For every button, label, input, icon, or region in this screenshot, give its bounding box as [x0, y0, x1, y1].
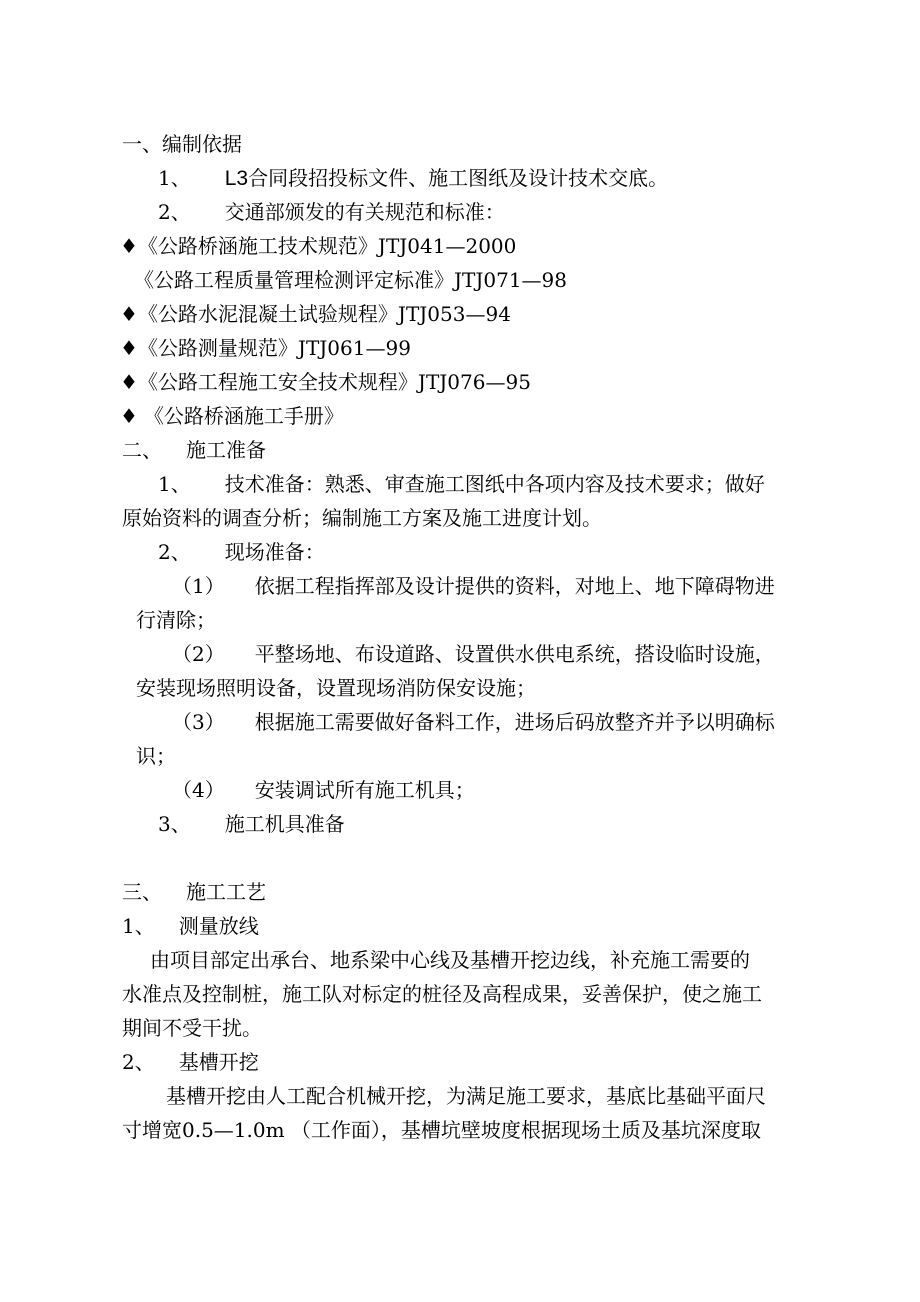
standard-text: 《公路测量规范》JTJ061—99 — [137, 336, 411, 360]
standard-item — [120, 234, 516, 258]
diamond-bullet-icon: ♦ — [120, 370, 138, 394]
tech-prep-line-1: 1、 技术准备：熟悉、审查施工图纸中各项内容及技术要求；做好 — [158, 472, 765, 496]
tech-prep-line-2: 原始资料的调查分析；编制施工方案及施工进度计划。 — [122, 506, 602, 530]
machine-prep: 3、 施工机具准备 — [158, 812, 345, 836]
item-number: 1、 — [158, 472, 191, 496]
item-number: （1） — [172, 574, 225, 598]
diamond-bullet-icon: ♦ — [120, 404, 138, 428]
item-number: （4） — [172, 778, 225, 802]
diamond-bullet-icon: ♦ — [120, 336, 138, 360]
item-number: 1、 — [122, 914, 155, 938]
standard-item — [120, 336, 411, 360]
survey-heading: 1、 测量放线 — [122, 914, 259, 938]
standard-item — [120, 404, 344, 428]
section-3-heading: 三、 施工工艺 — [122, 880, 266, 904]
item-number: （3） — [172, 710, 225, 734]
site-item-2-line-2: 安装现场照明设备，设置现场消防保安设施； — [136, 676, 536, 700]
excavation-body-line: 基槽开挖由人工配合机械开挖，为满足施工要求，基底比基础平面尺 — [166, 1084, 766, 1108]
standard-item — [120, 268, 567, 292]
site-item-1-line-1: （1） 依据工程指挥部及设计提供的资料，对地上、地下障碍物进 — [172, 574, 775, 598]
item-number: 2、 — [158, 200, 191, 224]
item-number: 2、 — [122, 1050, 155, 1074]
standard-item — [120, 370, 531, 394]
survey-body-line: 由项目部定出承台、地系梁中心线及基槽开挖边线，补充施工需要的 — [150, 948, 750, 972]
standard-text: 《公路工程施工安全技术规程》JTJ076—95 — [137, 370, 531, 394]
diamond-bullet-icon: ♦ — [120, 302, 138, 326]
standard-text: 《公路桥涵施工技术规范》JTJ041—2000 — [137, 234, 517, 258]
site-item-2-line-1: （2） 平整场地、布设道路、设置供水供电系统，搭设临时设施， — [172, 642, 775, 666]
excavation-body-line: 寸增宽0.5—1.0m （工作面），基槽坑壁坡度根据现场土质及基坑深度取 — [122, 1118, 761, 1142]
contract-code: L3 — [224, 167, 249, 190]
section-1-heading: 一、编制依据 — [122, 132, 242, 156]
standard-text: 《公路工程质量管理检测评定标准》JTJ071—98 — [134, 268, 567, 292]
site-item-1-line-2: 行清除； — [136, 608, 216, 632]
site-item-3-line-2: 识； — [136, 744, 176, 768]
item-number: 2、 — [158, 540, 191, 564]
survey-body-line: 水准点及控制桩，施工队对标定的桩径及高程成果，妥善保护，使之施工 — [122, 982, 762, 1006]
survey-body-line: 期间不受干扰。 — [122, 1016, 262, 1040]
site-item-4: （4） 安装调试所有施工机具； — [172, 778, 475, 802]
item-text: 交通部颁发的有关规范和标准： — [224, 200, 505, 224]
item-number: 3、 — [158, 812, 191, 836]
diamond-bullet-icon: ♦ — [120, 234, 138, 258]
item-number: 1、 — [158, 166, 191, 190]
standard-item — [120, 302, 511, 326]
standard-text: 《公路水泥混凝土试验规程》JTJ053—94 — [137, 302, 511, 326]
item-text: 合同段招投标文件、施工图纸及设计技术交底。 — [248, 166, 669, 190]
section-2-heading: 二、 施工准备 — [122, 438, 266, 462]
item-number: （2） — [172, 642, 225, 666]
site-item-3-line-1: （3） 根据施工需要做好备料工作，进场后码放整齐并予以明确标 — [172, 710, 775, 734]
excavation-heading: 2、 基槽开挖 — [122, 1050, 259, 1074]
basis-item-2 — [158, 200, 505, 224]
standard-text: 《公路桥涵施工手册》 — [143, 404, 344, 428]
site-prep: 2、 现场准备： — [158, 540, 325, 564]
basis-item-1 — [158, 166, 668, 190]
